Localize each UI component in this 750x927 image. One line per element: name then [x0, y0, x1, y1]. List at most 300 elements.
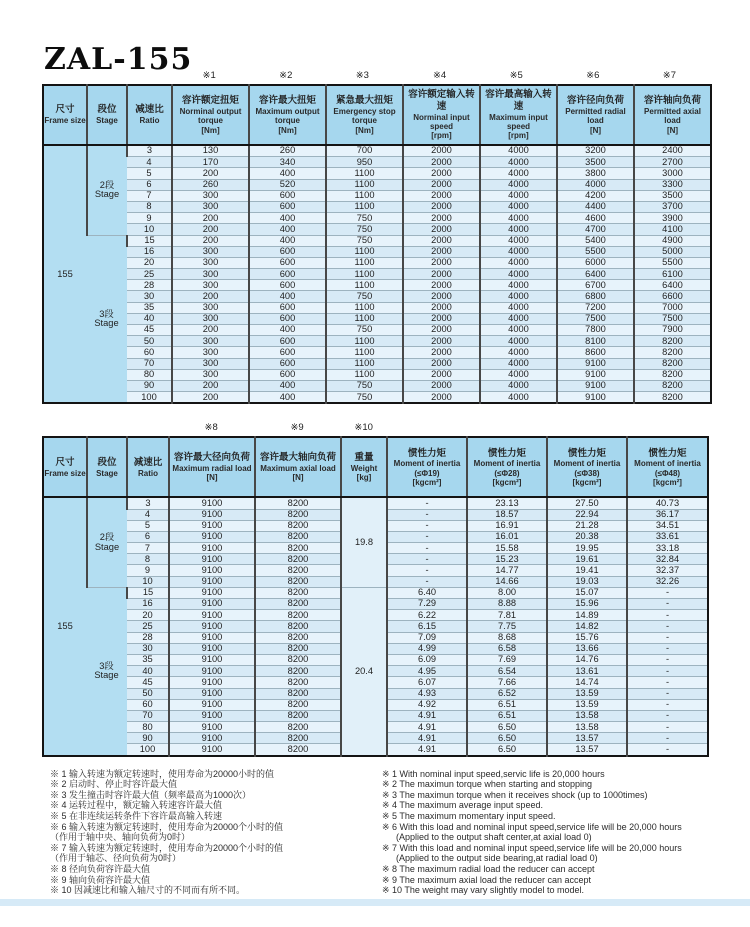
- ratio-value: 100: [127, 744, 169, 756]
- cell-value: 300: [172, 369, 249, 380]
- cell-value: 4.93: [387, 688, 467, 699]
- cell-value: 8.68: [467, 632, 547, 643]
- cell-value: 3300: [634, 179, 711, 190]
- ratio-value: 70: [127, 710, 169, 721]
- ratio-value: 25: [127, 621, 169, 632]
- cell-value: 9100: [169, 722, 255, 733]
- table2-col-header-4: 惯性力矩 Moment of inertia (≤Φ19) [kgcm²]: [387, 437, 467, 497]
- table1-body: [43, 145, 711, 403]
- cell-value: 15.58: [467, 543, 547, 554]
- cell-value: 400: [249, 392, 326, 404]
- table1-col-header-5: 容许最高输入转速 Maximum input speed [rpm]: [480, 85, 557, 145]
- cell-value: 14.76: [547, 654, 627, 665]
- ratio-value: 7: [127, 543, 169, 554]
- footnote-line: （作用于轴中央、轴向负荷为0时）: [50, 832, 191, 843]
- cell-value: 6.09: [387, 654, 467, 665]
- cell-value: 13.58: [547, 722, 627, 733]
- cell-value: 1100: [326, 280, 403, 291]
- cell-value: 2000: [403, 168, 480, 179]
- cell-value: 9100: [169, 554, 255, 565]
- table-row: [43, 347, 711, 358]
- cell-value: 9100: [169, 565, 255, 576]
- cell-value: 340: [249, 157, 326, 168]
- cell-value: -: [627, 599, 708, 610]
- cell-value: 6.50: [467, 722, 547, 733]
- cell-value: 4000: [480, 358, 557, 369]
- cell-value: 170: [172, 157, 249, 168]
- cell-value: 5500: [557, 246, 634, 257]
- cell-value: -: [627, 632, 708, 643]
- cell-value: 400: [249, 224, 326, 235]
- ratio-value: 9: [127, 213, 172, 224]
- footnote-line: ※ 6 With this load and nominal input speed,service life will be 20,000 hours: [382, 821, 682, 832]
- cell-value: 8200: [255, 543, 341, 554]
- cell-value: 5000: [634, 246, 711, 257]
- table-row: [43, 358, 711, 369]
- cell-value: 9100: [169, 710, 255, 721]
- cell-value: 21.28: [547, 520, 627, 531]
- table2-frame-header: 尺寸 Frame size: [43, 437, 87, 497]
- cell-value: 200: [172, 213, 249, 224]
- cell-value: 13.59: [547, 688, 627, 699]
- cell-value: 4000: [480, 235, 557, 246]
- weight-value: 19.8: [341, 497, 387, 587]
- cell-value: 200: [172, 224, 249, 235]
- footnote-line: ※ 3 发生撞击时容许最大值（频率最高为1000次）: [50, 789, 252, 800]
- cell-value: 300: [172, 347, 249, 358]
- footnote-line: ※ 10 因减速比和输入轴尺寸的不同而有所不同。: [50, 885, 246, 896]
- cell-value: 9100: [169, 643, 255, 654]
- cell-value: 4.95: [387, 666, 467, 677]
- ratio-value: 60: [127, 699, 169, 710]
- ratio-value: 6: [127, 179, 172, 190]
- table2-marks: [42, 419, 708, 433]
- cell-value: 600: [249, 358, 326, 369]
- cell-value: 7.66: [467, 677, 547, 688]
- ratio-value: 90: [127, 380, 172, 391]
- cell-value: 14.66: [467, 576, 547, 587]
- cell-value: 2000: [403, 145, 480, 157]
- cell-value: 4000: [480, 246, 557, 257]
- table1-col-header-3: 紧急最大扭矩 Emergency stop torque [Nm]: [326, 85, 403, 145]
- ratio-value: 10: [127, 224, 172, 235]
- cell-value: 7.81: [467, 610, 547, 621]
- cell-value: 9100: [169, 677, 255, 688]
- footnote-line: ※ 1 With nominal input speed,servic life is 20,000 hours: [382, 768, 605, 779]
- cell-value: 36.17: [627, 509, 708, 520]
- cell-value: 2000: [403, 213, 480, 224]
- cell-value: 16.01: [467, 531, 547, 542]
- cell-value: 9100: [557, 392, 634, 404]
- cell-value: 260: [249, 145, 326, 157]
- cell-value: 4000: [480, 157, 557, 168]
- cell-value: -: [387, 543, 467, 554]
- cell-value: 700: [326, 145, 403, 157]
- cell-value: 300: [172, 336, 249, 347]
- cell-value: 750: [326, 291, 403, 302]
- cell-value: 7800: [557, 325, 634, 336]
- ratio-value: 10: [127, 576, 169, 587]
- cell-value: 2000: [403, 291, 480, 302]
- cell-value: 22.94: [547, 509, 627, 520]
- table1-marks: [42, 67, 708, 81]
- cell-value: 750: [326, 224, 403, 235]
- cell-value: 8200: [255, 688, 341, 699]
- cell-value: 600: [249, 269, 326, 280]
- cell-value: 9100: [557, 369, 634, 380]
- cell-value: 8.88: [467, 599, 547, 610]
- cell-value: 200: [172, 291, 249, 302]
- cell-value: 200: [172, 235, 249, 246]
- cell-value: 4200: [557, 190, 634, 201]
- table-row: [43, 336, 711, 347]
- cell-value: 6.58: [467, 643, 547, 654]
- ratio-value: 35: [127, 654, 169, 665]
- cell-value: 13.66: [547, 643, 627, 654]
- ratio-value: 16: [127, 246, 172, 257]
- cell-value: 32.84: [627, 554, 708, 565]
- cell-value: 8200: [634, 358, 711, 369]
- cell-value: 4000: [480, 380, 557, 391]
- cell-value: 8200: [255, 632, 341, 643]
- table2-col-header-6: 惯性力矩 Moment of inertia (≤Φ38) [kgcm²]: [547, 437, 627, 497]
- table1-col-header-6: 容许径向负荷 Permitted radial load [N]: [557, 85, 634, 145]
- cell-value: 4000: [480, 179, 557, 190]
- cell-value: 4000: [480, 369, 557, 380]
- table-row: [43, 380, 711, 391]
- cell-value: 200: [172, 380, 249, 391]
- table-row: [43, 280, 711, 291]
- cell-value: 300: [172, 257, 249, 268]
- cell-value: 4000: [480, 269, 557, 280]
- cell-value: 6.22: [387, 610, 467, 621]
- cell-value: 8100: [557, 336, 634, 347]
- load-weight-inertia-table: [42, 436, 709, 756]
- table1-stage-header: 段位 Stage: [87, 85, 127, 145]
- ratio-value: 5: [127, 168, 172, 179]
- table-row: [43, 224, 711, 235]
- cell-value: 6.54: [467, 666, 547, 677]
- cell-value: 8200: [255, 610, 341, 621]
- footnote-mark-10: ※10: [354, 422, 373, 434]
- title-row: [42, 44, 708, 84]
- cell-value: 7.69: [467, 654, 547, 665]
- cell-value: 19.61: [547, 554, 627, 565]
- cell-value: -: [627, 643, 708, 654]
- table-row: [43, 201, 711, 212]
- cell-value: 2000: [403, 269, 480, 280]
- cell-value: 1100: [326, 313, 403, 324]
- table1-col-header-4: 容许额定输入转速 Norminal input speed [rpm]: [403, 85, 480, 145]
- cell-value: 6.52: [467, 688, 547, 699]
- ratio-value: 6: [127, 531, 169, 542]
- cell-value: 19.41: [547, 565, 627, 576]
- ratio-value: 50: [127, 688, 169, 699]
- cell-value: 4000: [480, 336, 557, 347]
- cell-value: -: [387, 565, 467, 576]
- cell-value: 600: [249, 280, 326, 291]
- cell-value: 13.61: [547, 666, 627, 677]
- cell-value: 7900: [634, 325, 711, 336]
- footnote-line: ※ 4 运转过程中，额定输入转速容许最大值: [50, 800, 223, 811]
- frame-size-value: 155: [43, 497, 87, 755]
- table-row: [43, 325, 711, 336]
- cell-value: 3000: [634, 168, 711, 179]
- cell-value: 8200: [634, 380, 711, 391]
- table2-col-header-1: 容许最大径向负荷 Maximum radial load [N]: [169, 437, 255, 497]
- cell-value: -: [627, 744, 708, 756]
- cell-value: -: [627, 621, 708, 632]
- cell-value: 20.38: [547, 531, 627, 542]
- cell-value: 300: [172, 190, 249, 201]
- footnote-line: （作用于轴芯、径向负荷为0时）: [50, 853, 182, 864]
- cell-value: 750: [326, 325, 403, 336]
- ratio-value: 20: [127, 610, 169, 621]
- table2-col-header-3: 重量 Weight [kg]: [341, 437, 387, 497]
- cell-value: -: [627, 688, 708, 699]
- cell-value: 400: [249, 380, 326, 391]
- cell-value: 8200: [255, 654, 341, 665]
- cell-value: 8200: [255, 497, 341, 509]
- cell-value: 8200: [255, 710, 341, 721]
- cell-value: 8200: [634, 369, 711, 380]
- cell-value: 9100: [169, 599, 255, 610]
- cell-value: 13.59: [547, 699, 627, 710]
- cell-value: 4.91: [387, 722, 467, 733]
- cell-value: 1100: [326, 347, 403, 358]
- cell-value: 300: [172, 269, 249, 280]
- cell-value: 6.51: [467, 710, 547, 721]
- footnote-line: ※ 7 With this load and nominal input speed,service life will be 20,000 hours: [382, 842, 682, 853]
- cell-value: 9100: [169, 610, 255, 621]
- cell-value: -: [387, 554, 467, 565]
- cell-value: 7.29: [387, 599, 467, 610]
- cell-value: 4.92: [387, 699, 467, 710]
- cell-value: 4000: [480, 325, 557, 336]
- cell-value: 14.89: [547, 610, 627, 621]
- cell-value: 23.13: [467, 497, 547, 509]
- weight-value: 20.4: [341, 587, 387, 755]
- cell-value: 13.58: [547, 710, 627, 721]
- cell-value: 600: [249, 313, 326, 324]
- cell-value: 600: [249, 369, 326, 380]
- footnote-line: ※ 10 The weight may vary slightly model to model.: [382, 885, 584, 896]
- footnote-line: ※ 8 The maximum radial load the reducer can accept: [382, 863, 595, 874]
- cell-value: 4000: [480, 347, 557, 358]
- table-row: [43, 190, 711, 201]
- cell-value: -: [627, 610, 708, 621]
- table-row: [43, 157, 711, 168]
- ratio-value: 30: [127, 643, 169, 654]
- cell-value: 600: [249, 302, 326, 313]
- stage-value: 2段 Stage: [87, 497, 127, 587]
- cell-value: 3200: [557, 145, 634, 157]
- table-row: [43, 257, 711, 268]
- cell-value: 1100: [326, 246, 403, 257]
- cell-value: 9100: [169, 744, 255, 756]
- table1-col-header-1: 容许额定扭矩 Norminal output torque [Nm]: [172, 85, 249, 145]
- footnote-mark-8: ※8: [204, 422, 218, 434]
- cell-value: 4000: [480, 213, 557, 224]
- cell-value: 300: [172, 313, 249, 324]
- cell-value: 15.23: [467, 554, 547, 565]
- footnote-line: ※ 4 The maximum average input speed.: [382, 800, 543, 811]
- cell-value: -: [627, 654, 708, 665]
- ratio-value: 40: [127, 313, 172, 324]
- cell-value: 750: [326, 235, 403, 246]
- table-row: [43, 313, 711, 324]
- footnotes-chinese: [42, 769, 382, 896]
- cell-value: 600: [249, 201, 326, 212]
- cell-value: 8200: [255, 733, 341, 744]
- cell-value: 2400: [634, 145, 711, 157]
- cell-value: 6400: [634, 280, 711, 291]
- table2-header-row: [43, 437, 708, 497]
- cell-value: 8200: [255, 643, 341, 654]
- cell-value: 4000: [480, 168, 557, 179]
- cell-value: 9100: [169, 666, 255, 677]
- cell-value: -: [387, 531, 467, 542]
- cell-value: 7500: [634, 313, 711, 324]
- cell-value: 600: [249, 257, 326, 268]
- cell-value: 6100: [634, 269, 711, 280]
- cell-value: 2000: [403, 302, 480, 313]
- cell-value: 2000: [403, 201, 480, 212]
- cell-value: 4000: [480, 257, 557, 268]
- cell-value: -: [387, 509, 467, 520]
- table1-col-header-2: 容许最大扭矩 Maximum output torque [Nm]: [249, 85, 326, 145]
- table-row: [43, 497, 708, 509]
- cell-value: 9100: [557, 358, 634, 369]
- ratio-value: 70: [127, 358, 172, 369]
- ratio-value: 45: [127, 677, 169, 688]
- cell-value: 2000: [403, 235, 480, 246]
- ratio-value: 90: [127, 733, 169, 744]
- footnote-mark-6: ※6: [586, 70, 600, 81]
- cell-value: 9100: [169, 543, 255, 554]
- cell-value: 520: [249, 179, 326, 190]
- ratio-value: 30: [127, 291, 172, 302]
- ratio-value: 15: [127, 587, 169, 598]
- footnote-line: (Applied to the output side bearing,at radial load 0): [396, 853, 598, 864]
- spec-sheet: [42, 44, 708, 896]
- cell-value: 6700: [557, 280, 634, 291]
- cell-value: 8200: [255, 722, 341, 733]
- cell-value: 260: [172, 179, 249, 190]
- cell-value: 600: [249, 336, 326, 347]
- cell-value: 9100: [169, 699, 255, 710]
- table-row: [43, 145, 711, 157]
- cell-value: 15.07: [547, 587, 627, 598]
- cell-value: 2000: [403, 392, 480, 404]
- cell-value: 6.07: [387, 677, 467, 688]
- cell-value: 1100: [326, 257, 403, 268]
- table-row: [43, 213, 711, 224]
- cell-value: 400: [249, 235, 326, 246]
- cell-value: 2000: [403, 179, 480, 190]
- cell-value: -: [627, 677, 708, 688]
- ratio-value: 80: [127, 722, 169, 733]
- footnote-mark-1: ※1: [202, 70, 216, 81]
- table-row: [43, 369, 711, 380]
- cell-value: 9100: [169, 531, 255, 542]
- cell-value: 14.82: [547, 621, 627, 632]
- cell-value: 1100: [326, 168, 403, 179]
- bottom-accent-bar: [0, 899, 750, 906]
- cell-value: 4000: [480, 201, 557, 212]
- cell-value: 5500: [634, 257, 711, 268]
- cell-value: 8600: [557, 347, 634, 358]
- ratio-value: 7: [127, 190, 172, 201]
- cell-value: 300: [172, 201, 249, 212]
- cell-value: 2000: [403, 190, 480, 201]
- table-row: [43, 269, 711, 280]
- cell-value: 2000: [403, 246, 480, 257]
- cell-value: 1100: [326, 190, 403, 201]
- footnote-mark-7: ※7: [662, 70, 676, 81]
- ratio-value: 4: [127, 157, 172, 168]
- cell-value: 4900: [634, 235, 711, 246]
- ratio-value: 45: [127, 325, 172, 336]
- torque-speed-load-table: [42, 84, 712, 404]
- cell-value: 8200: [255, 520, 341, 531]
- cell-value: 1100: [326, 269, 403, 280]
- footnotes-english: [382, 769, 722, 896]
- cell-value: 1100: [326, 369, 403, 380]
- cell-value: 15.76: [547, 632, 627, 643]
- footnote-line: ※ 5 The maximum momentary input speed.: [382, 811, 556, 821]
- cell-value: 4000: [480, 224, 557, 235]
- cell-value: -: [627, 666, 708, 677]
- cell-value: 7.75: [467, 621, 547, 632]
- cell-value: 2000: [403, 257, 480, 268]
- cell-value: 8200: [255, 509, 341, 520]
- cell-value: 6.40: [387, 587, 467, 598]
- cell-value: -: [387, 497, 467, 509]
- footnote-line: ※ 2 启动时、停止时容许最大值: [50, 779, 178, 790]
- cell-value: 3500: [634, 190, 711, 201]
- cell-value: 7000: [634, 302, 711, 313]
- cell-value: 9100: [169, 509, 255, 520]
- cell-value: 6.50: [467, 733, 547, 744]
- stage-value: 3段 Stage: [87, 235, 127, 403]
- cell-value: 1100: [326, 179, 403, 190]
- footnote-line: ※ 8 径向负荷容许最大值: [50, 863, 151, 874]
- cell-value: 4400: [557, 201, 634, 212]
- ratio-value: 50: [127, 336, 172, 347]
- ratio-value: 9: [127, 565, 169, 576]
- cell-value: 400: [249, 325, 326, 336]
- cell-value: 2000: [403, 336, 480, 347]
- cell-value: 6.15: [387, 621, 467, 632]
- cell-value: 33.18: [627, 543, 708, 554]
- cell-value: 4000: [480, 313, 557, 324]
- cell-value: -: [627, 710, 708, 721]
- cell-value: 7.09: [387, 632, 467, 643]
- cell-value: 750: [326, 213, 403, 224]
- footnote-line: ※ 3 The maximun torque when it receives shock (up to 1000times): [382, 789, 648, 800]
- cell-value: 8200: [255, 666, 341, 677]
- cell-value: 8200: [255, 621, 341, 632]
- cell-value: 4000: [557, 179, 634, 190]
- cell-value: -: [627, 722, 708, 733]
- table2-col-header-5: 惯性力矩 Moment of inertia (≤Φ28) [kgcm²]: [467, 437, 547, 497]
- footnote-mark-9: ※9: [290, 422, 304, 434]
- footnote-mark-4: ※4: [432, 70, 447, 81]
- cell-value: 9100: [169, 688, 255, 699]
- cell-value: 6600: [634, 291, 711, 302]
- ratio-value: 3: [127, 145, 172, 157]
